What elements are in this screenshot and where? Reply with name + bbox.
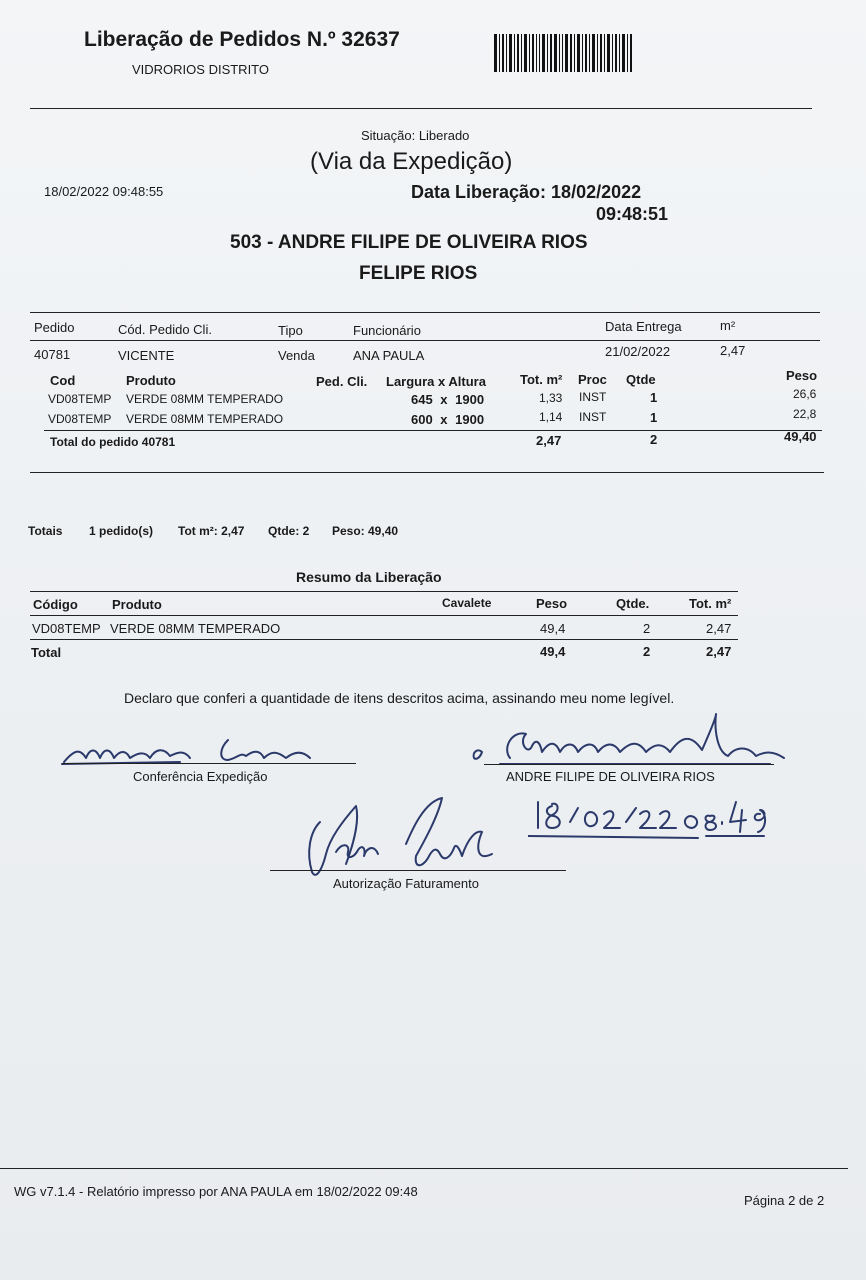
col-cod-pedido-cli: Cód. Pedido Cli.	[118, 322, 212, 337]
order-total-label: Total do pedido 40781	[50, 435, 176, 449]
data-liberacao: Data Liberação: 18/02/2022	[411, 182, 642, 202]
resumo-tot-m2: 2,47	[706, 621, 732, 636]
resumo-total-tot-m2: 2,47	[706, 644, 732, 659]
order-m2-value: 2,47	[720, 343, 746, 358]
order-top-divider	[30, 312, 820, 313]
col-funcionario: Funcionário	[353, 323, 421, 338]
col-tipo: Tipo	[278, 323, 303, 338]
autorizacao-signature-line	[270, 870, 566, 871]
signature-conferencia	[60, 728, 320, 772]
item-produto: VERDE 08MM TEMPERADO	[126, 392, 284, 406]
resumo-col-produto: Produto	[112, 597, 162, 612]
autorizacao-label: Autorização Faturamento	[333, 876, 479, 891]
col-pedido: Pedido	[34, 320, 75, 335]
item-peso: 26,6	[793, 387, 817, 401]
resumo-title: Resumo da Liberação	[296, 569, 442, 585]
items-col-cod: Cod	[50, 373, 76, 388]
order-tipo-value: Venda	[278, 348, 315, 363]
resumo-col-codigo: Código	[33, 597, 78, 612]
company-name: VIDRORIOS DISTRITO	[132, 62, 269, 77]
order-total-m2: 2,47	[536, 433, 562, 448]
items-col-qtde: Qtde	[626, 372, 656, 387]
order-pedido-value: 40781	[34, 347, 71, 362]
totais-peso: Peso: 49,40	[332, 524, 399, 538]
resumo-header-divider	[30, 615, 738, 616]
resumo-col-qtde: Qtde.	[616, 596, 650, 611]
items-col-produto: Produto	[126, 373, 176, 388]
item-proc: INST	[579, 410, 607, 424]
order-total-peso: 49,40	[784, 429, 817, 444]
item-qtde: 1	[650, 410, 658, 425]
resumo-produto: VERDE 08MM TEMPERADO	[110, 621, 281, 636]
item-dims: 600 x 1900	[411, 412, 485, 427]
printed-timestamp: 18/02/2022 09:48:55	[44, 184, 164, 199]
footer-divider	[0, 1168, 848, 1169]
footer-page-number: Página 2 de 2	[744, 1193, 825, 1208]
client-signature-line	[484, 764, 774, 765]
situacao-text: Situação: Liberado	[361, 128, 470, 143]
item-proc: INST	[579, 390, 607, 404]
conferencia-label: Conferência Expedição	[133, 769, 268, 784]
item-cod: VD08TEMP	[48, 392, 112, 406]
barcode-icon	[494, 34, 632, 72]
totais-label: Totais	[28, 524, 63, 538]
resumo-total-label: Total	[31, 645, 62, 660]
item-tot-m2: 1,14	[539, 410, 563, 424]
items-total-divider	[44, 430, 822, 431]
resumo-total-qtde: 2	[643, 644, 651, 659]
resumo-peso: 49,4	[540, 621, 566, 636]
items-col-ped-cli: Ped. Cli.	[316, 374, 368, 389]
client-short-name: FELIPE RIOS	[359, 263, 478, 284]
handwritten-date	[528, 792, 778, 842]
col-data-entrega: Data Entrega	[605, 319, 682, 334]
footer-report-info: WG v7.1.4 - Relatório impresso por ANA PAULA em 18/02/2022 09:48	[14, 1184, 418, 1199]
item-tot-m2: 1,33	[539, 391, 563, 405]
order-funcionario-value: ANA PAULA	[353, 348, 425, 363]
item-cod: VD08TEMP	[48, 412, 112, 426]
totais-qtde: Qtde: 2	[268, 524, 310, 538]
resumo-col-cavalete: Cavalete	[442, 596, 492, 610]
order-header-divider	[30, 340, 820, 341]
item-produto: VERDE 08MM TEMPERADO	[126, 412, 284, 426]
order-cod-cli-value: VICENTE	[118, 348, 175, 363]
resumo-top-divider	[30, 591, 738, 592]
resumo-col-tot-m2: Tot. m²	[689, 596, 732, 611]
item-qtde: 1	[650, 390, 658, 405]
declaration-text: Declaro que conferi a quantidade de itens descritos acima, assinando meu nome legível.	[124, 690, 675, 706]
resumo-col-peso: Peso	[536, 596, 568, 611]
order-data-entrega-value: 21/02/2022	[605, 344, 671, 359]
items-col-tot-m2: Tot. m²	[520, 372, 563, 387]
resumo-codigo: VD08TEMP	[32, 621, 101, 636]
resumo-total-divider	[30, 639, 738, 640]
data-liberacao-time: 09:48:51	[596, 204, 669, 224]
document-title: Liberação de Pedidos N.º 32637	[84, 28, 400, 51]
conferencia-signature-line	[62, 763, 356, 764]
item-dims: 645 x 1900	[411, 392, 485, 407]
items-col-peso: Peso	[786, 368, 818, 383]
item-peso: 22,8	[793, 407, 817, 421]
via-label: (Via da Expedição)	[310, 148, 513, 175]
resumo-total-peso: 49,4	[540, 644, 566, 659]
header-divider	[30, 108, 812, 109]
col-m2: m²	[720, 318, 736, 333]
totais-m2: Tot m²: 2,47	[178, 524, 245, 538]
client-name: 503 - ANDRE FILIPE DE OLIVEIRA RIOS	[230, 232, 588, 253]
order-bottom-divider	[30, 472, 824, 473]
items-col-proc: Proc	[578, 372, 607, 387]
items-col-dims: Largura x Altura	[386, 374, 486, 389]
totais-pedidos: 1 pedido(s)	[89, 524, 154, 538]
order-total-qtde: 2	[650, 432, 658, 447]
resumo-qtde: 2	[643, 621, 651, 636]
client-signature-name: ANDRE FILIPE DE OLIVEIRA RIOS	[506, 769, 715, 784]
